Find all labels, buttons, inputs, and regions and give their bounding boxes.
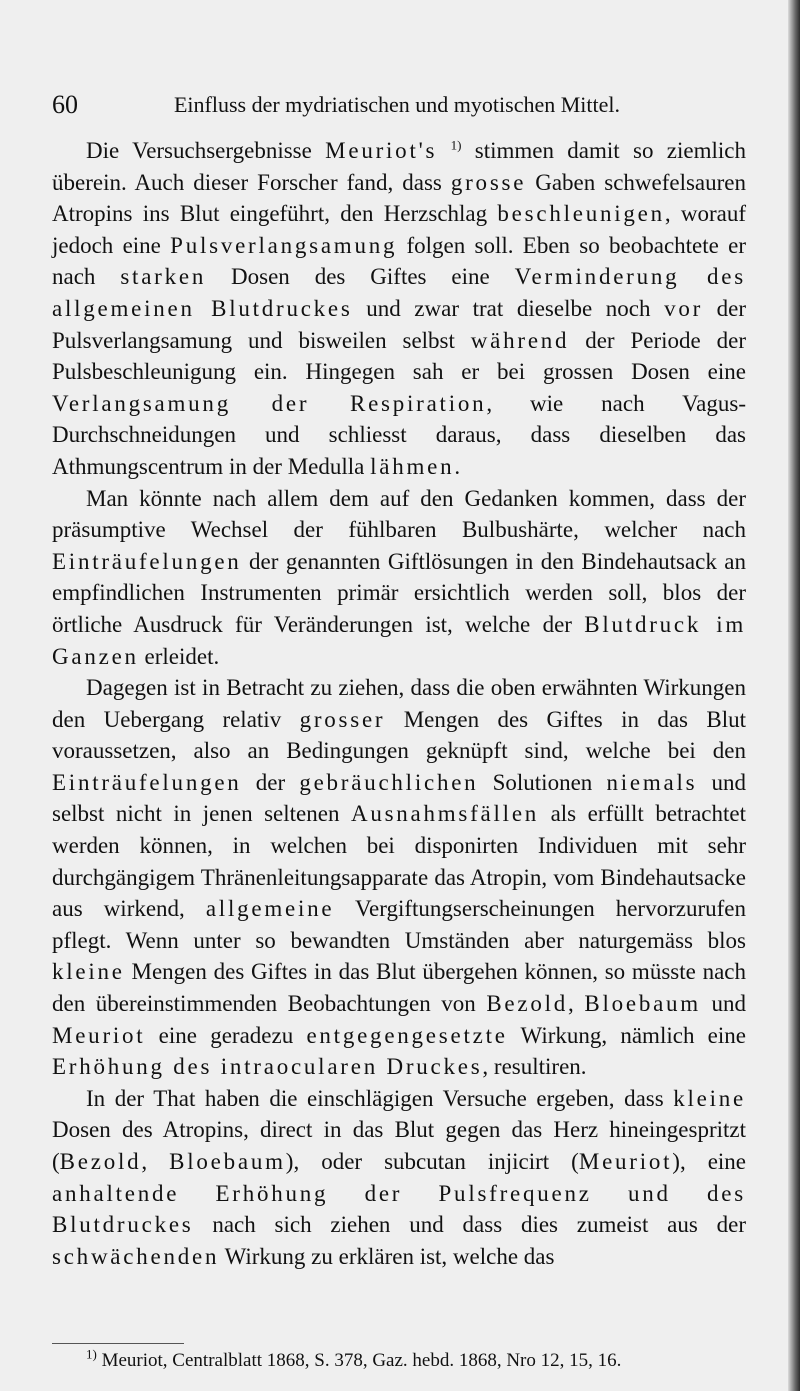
text-run: der Periode der Pulsbeschleunigung ein. Hingegen sah er bei grossen Dosen eine [52, 327, 747, 385]
paragraph-1 [52, 135, 746, 483]
emphasized-text: vor [664, 295, 704, 321]
text-run: , [141, 1149, 170, 1174]
footnote-rule [52, 1343, 184, 1344]
text-run [437, 138, 450, 163]
text-run: als erfüllt betrachtet werden können, in welchen bei disponirten Individuen mit sehr durchgängigem Thränenleitungsapparate das Atropin, vom Bindehautsacke aus wirkend, [52, 801, 746, 922]
emphasized-text: anhaltende Erhöhung der Pulsfrequenz und des Blutdruckes [52, 1180, 746, 1238]
emphasized-text: entgegengesetzte [306, 1022, 508, 1048]
text-run: und selbst nicht in jenen seltenen [52, 769, 747, 827]
text-run: ), eine [672, 1149, 747, 1174]
text-run: ), oder subcutan injicirt ( [285, 1149, 579, 1174]
text-run: Dosen des Atropins, direct in das Blut gegen das Herz hineingespritzt ( [52, 1117, 746, 1174]
emphasized-text: gebräuchlichen [299, 769, 479, 795]
emphasized-text: Bloebaum [584, 991, 701, 1017]
emphasized-text: Ausnahmsfällen [350, 801, 540, 827]
emphasized-text: Verminderung des allgemeinen Blutdruckes [52, 264, 746, 321]
emphasized-text: grosse [450, 169, 527, 195]
text-run: Dagegen ist in Betracht zu ziehen, dass die oben erwähnten Wirkungen den Uebergang relativ [52, 675, 746, 732]
emphasized-text: kleine [673, 1085, 746, 1111]
emphasized-text: Meuriot [578, 1149, 673, 1174]
text-run: Man könnte nach allem dem auf den Gedanken kommen, dass der präsumptive Wechsel der fühlbaren Bulbushärte, welcher nach [52, 485, 746, 543]
text-run: Dosen des Giftes eine [206, 264, 515, 290]
emphasized-text: niemals [606, 769, 698, 795]
emphasized-text: Bezold [59, 1149, 142, 1174]
text-run: der Pulsverlangsamung und bisweilen selbst [52, 295, 746, 353]
text-run: Mengen des Giftes in das Blut voraussetzen, also an Bedingungen geknüpft sind, welche bei den [52, 706, 747, 764]
text-run: stimmen damit so ziemlich überein. Auch dieser Forscher fand, dass [52, 138, 746, 195]
emphasized-text: grosser [299, 706, 386, 732]
emphasized-text: allgemeine [205, 896, 335, 922]
running-title: Einfluss der mydriatischen und myotischen Mittel. [173, 92, 621, 117]
emphasized-text: Einträufelungen [52, 769, 242, 795]
text-run: nach sich ziehen und dass dies zumeist aus der [193, 1212, 746, 1238]
footnote [86, 1346, 746, 1373]
page-number: 60 [52, 90, 78, 119]
emphasized-text: starken [120, 264, 207, 290]
emphasized-text: Pulsverlangsamung [170, 232, 398, 258]
text-run: , [568, 991, 585, 1017]
emphasized-text: Verlangsamung der Respiration [52, 390, 487, 416]
emphasized-text: beschleunigen [497, 201, 665, 227]
text-run: und zwar trat dieselbe noch [352, 295, 665, 321]
emphasized-text: Meuriot's [325, 138, 438, 163]
text-run: Mengen des Giftes in das Blut übergehen können, so müsste nach den übereinstimmenden Beobachtungen von [52, 959, 746, 1017]
text-run: In der That haben die einschlägigen Versuche ergeben, dass [86, 1085, 674, 1111]
text-run: und [700, 991, 747, 1017]
emphasized-text: Einträufelungen [52, 548, 242, 574]
text-run: erleidet. [138, 643, 220, 669]
emphasized-text: Bezold [486, 991, 569, 1017]
paragraph-3 [52, 672, 746, 1083]
emphasized-text: kleine [52, 959, 125, 985]
text-run: Solutionen [478, 769, 607, 795]
emphasized-text: lähmen [370, 453, 455, 479]
text-run: Wirkung, nämlich eine [507, 1022, 746, 1048]
text-run: , wie nach Vagus-Durchschneidungen und schliesst daraus, dass dieselben das Athmungscentrum in der Medulla [52, 390, 746, 479]
text-run: Vergiftungserscheinungen hervorzurufen pflegt. Wenn unter so bewandten Umständen aber naturgemäss blos [52, 896, 746, 953]
page-header [52, 90, 742, 124]
text-run: Wirkung zu erklären ist, welche das [219, 1243, 555, 1269]
footnote-marker: 1) [86, 1346, 97, 1362]
emphasized-text: Bloebaum [169, 1149, 286, 1174]
body-text [52, 135, 746, 1272]
emphasized-text: schwächenden [52, 1243, 220, 1269]
text-run: . [454, 453, 461, 479]
emphasized-text: Erhöhung des intraocularen Druckes [52, 1054, 483, 1080]
text-run: der [241, 769, 300, 795]
emphasized-text: während [470, 327, 570, 353]
emphasized-text: Blutdruck im Ganzen [52, 611, 746, 669]
text-run: , worauf jedoch eine [52, 201, 746, 258]
paragraph-2 [52, 483, 746, 673]
text-run: Gaben schwefelsauren Atropins ins Blut eingeführt, den Herzschlag [52, 169, 746, 227]
emphasized-text: Meuriot [52, 1022, 146, 1048]
text-run: der genannten Giftlösungen in den Bindehautsack an empfindlichen Instrumenten primär ersichtlich werden soll, blos der örtliche Ausdruck für Veränderungen ist, welche der [52, 548, 746, 637]
page-edge-shadow [788, 0, 800, 1391]
text-run: eine geradezu [145, 1022, 307, 1048]
text-run: folgen soll. Eben so beobachtete er nach [52, 232, 746, 290]
footnote-text: Meuriot, Centralblatt 1868, S. 378, Gaz. hebd. 1868, Nro 12, 15, 16. [101, 1350, 622, 1371]
text-run: , resultiren. [482, 1054, 587, 1080]
footnote-reference: 1) [450, 137, 462, 153]
text-run: Die Versuchsergebnisse [86, 138, 326, 163]
paragraph-4 [52, 1083, 746, 1273]
